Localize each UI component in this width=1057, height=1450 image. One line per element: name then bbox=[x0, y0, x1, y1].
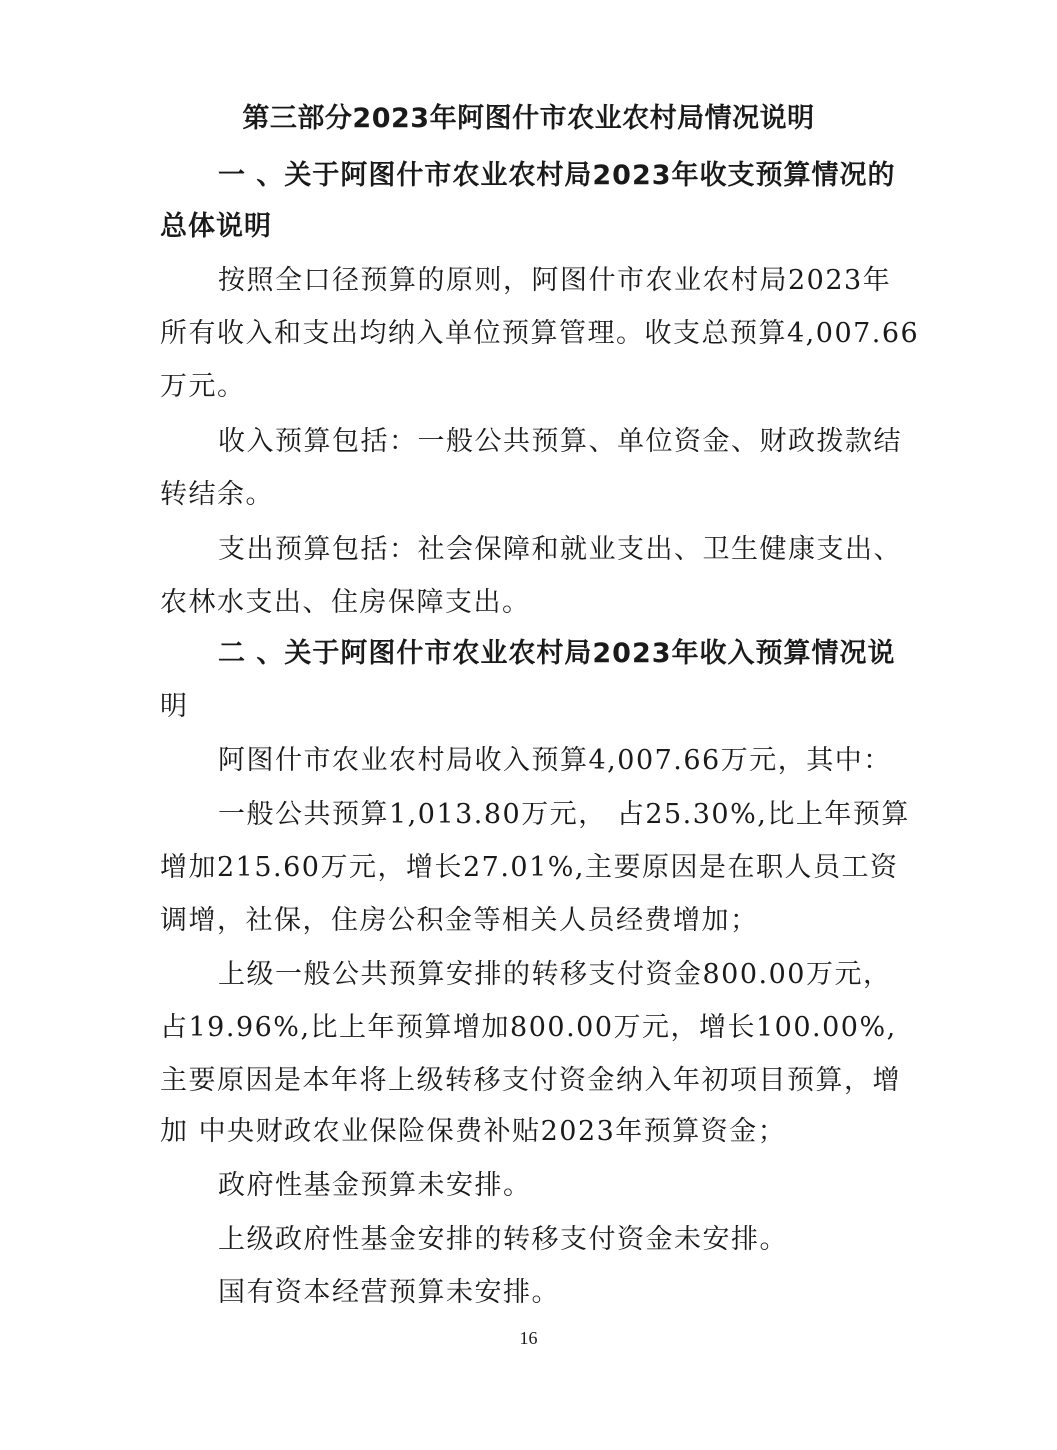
paragraph-line: 上级政府性基金安排的转移支付资金未安排。 bbox=[218, 1224, 788, 1255]
section1-heading-cont: 总体说明 bbox=[160, 211, 272, 242]
section2-heading-cont: 明 bbox=[160, 691, 189, 722]
paragraph-line: 一般公共预算1,013.80万元， 占25.30%,比上年预算 bbox=[218, 799, 910, 830]
paragraph-line: 主要原因是本年将上级转移支付资金纳入年初项目预算，增 bbox=[160, 1065, 901, 1096]
paragraph-line: 调增，社保，住房公积金等相关人员经费增加； bbox=[160, 905, 759, 936]
paragraph-line: 按照全口径预算的原则，阿图什市农业农村局2023年 bbox=[218, 265, 892, 296]
paragraph-line: 上级一般公共预算安排的转移支付资金800.00万元， bbox=[218, 959, 892, 990]
paragraph-line: 政府性基金预算未安排。 bbox=[218, 1170, 532, 1201]
paragraph-line: 农林水支出、住房保障支出。 bbox=[160, 587, 531, 618]
page-number: 16 bbox=[519, 1328, 538, 1348]
paragraph-line: 阿图什市农业农村局收入预算4,007.66万元，其中： bbox=[218, 745, 892, 776]
paragraph-line: 加 中央财政农业保险保费补贴2023年预算资金； bbox=[160, 1116, 787, 1147]
paragraph-line: 收入预算包括：一般公共预算、单位资金、财政拨款结 bbox=[218, 426, 902, 457]
paragraph-line: 支出预算包括：社会保障和就业支出、卫生健康支出、 bbox=[218, 534, 902, 565]
section1-heading: 一 、关于阿图什市农业农村局2023年收支预算情况的 bbox=[218, 160, 896, 191]
section2-heading: 二 、关于阿图什市农业农村局2023年收入预算情况说 bbox=[218, 638, 896, 669]
paragraph-line: 万元。 bbox=[160, 371, 246, 402]
paragraph-line: 增加215.60万元，增长27.01%,主要原因是在职人员工资 bbox=[160, 852, 899, 883]
paragraph-line: 国有资本经营预算未安排。 bbox=[218, 1277, 560, 1308]
page-title: 第三部分2023年阿图什市农业农村局情况说明 bbox=[242, 103, 815, 134]
paragraph-line: 所有收入和支出均纳入单位预算管理。收支总预算4,007.66 bbox=[160, 318, 920, 349]
paragraph-line: 占19.96%,比上年预算增加800.00万元，增长100.00%, bbox=[160, 1012, 897, 1043]
paragraph-line: 转结余。 bbox=[160, 479, 274, 510]
